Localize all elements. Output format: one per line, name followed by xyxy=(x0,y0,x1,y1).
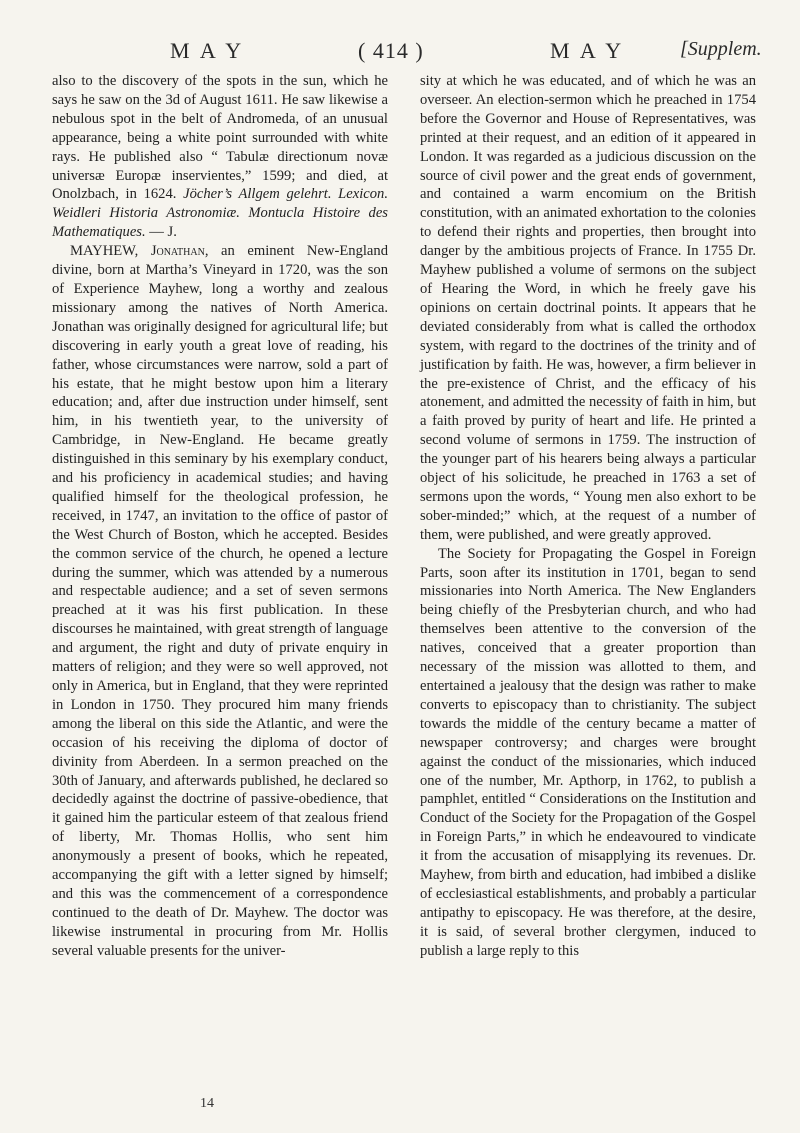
running-header xyxy=(40,38,780,68)
paragraph-text: , an eminent New-England divine, born at Martha’s Vineyard in 1720, was the son of Experience Mayhew, long a worthy and zealous missionary among the natives of North America. Jonathan was originally designed for agricultural life; but discovering in early youth a great love of reading, his father, whose circumstances were narrow, sold a part of his estate, that he might bestow upon him a literary education; and, after due instruction under himself, sent him, in his twentieth year, to the university of Cambridge, in New-England. He became greatly distinguished in this seminary by his exemplary conduct, and his proficiency in academical studies; and having qualified himself for the theological profession, he received, in 1747, an invitation to the office of pastor of the West Church of Boston, which he accepted. Besides the common service of the church, he opened a lecture during the summer, which was attended by a numerous and respectable audience; and a set of seven sermons preached at it was his first publication. In these discourses he maintained, with great strength of language and argument, the right and duty of private enquiry in matters of religion; and they were so well approved, not only in America, but in England, that they were reprinted in London in 1750. They procured him many friends among the liberal on this side the Atlantic, and were the occasion of his receiving the diploma of doctor of divinity from Aberdeen. In a sermon preached on the 30th of January, and afterwards published, he declared so decidedly against the doctrine of passive-obedience, that it gained him the particular esteem of that zealous friend of liberty, Mr. Thomas Hollis, who sent him anonymously a present of books, which he repeated, accompanying the gift with a letter signed by himself; and this was the commencement of a correspondence continued to the death of Dr. Mayhew. The doctor was likewise instrumental in procuring from Mr. Hollis several valuable presents for the univer- xyxy=(52,243,388,959)
printer-signature: 14 xyxy=(200,1096,214,1111)
paragraph-mayhew-entry xyxy=(52,242,388,960)
entry-forename: Jonathan xyxy=(150,243,205,260)
paragraph-continuation: sity at which he was educated, and of which he was an overseer. An election-sermon which he preached in 1754 before the Governor and House of Representatives, was printed at their request, and an edition of it appeared in London. It was regarded as a judicious discussion on the source of civil power and the great ends of government, and contained a warm encomium on the British constitution, with an animated exhortation to the colonies to defend their rights and properties, then brought into danger by the ambitious projects of France. In 1755 Dr. Mayhew published a volume of sermons on the subject of Hearing the Word, in which he freely gave his opinions on certain doctrinal points. It appears that he deviated considerably from what is called the orthodox system, with regard to the doctrines of the trinity and of justification by faith. He was, however, a firm believer in the pre-existence of Christ, and the efficacy of his atonement, and admitted the necessity of faith in him, but a faith proved by purity of heart and life. He printed a second volume of sermons in 1759. The instruction of the younger part of his hearers being always a particular object of his solicitude, he preached in 1763 a set of sermons upon the words, “ Young men also exhort to be sober-minded;” which, at the request of a number of them, were published, and were greatly approved. xyxy=(420,73,756,543)
header-supplement: [Supplem. xyxy=(680,38,762,60)
author-initial: — J. xyxy=(145,224,177,241)
right-column xyxy=(420,72,756,961)
entry-surname: MAYHEW, xyxy=(70,243,151,260)
paragraph-society: The Society for Propagating the Gospel in Foreign Parts, soon after its institution in 1701, began to send missionaries into North America. The New Englanders being chiefly of the Presbyterian church, and who had themselves been attentive to the conversion of the natives, conceived that a greater proportion than necessary of the mission was allotted to them, and entertained a jealousy that the design was rather to make converts to episcopacy than to christianity. The subject towards the middle of the century became a matter of newspaper controversy; and charges were brought against the conduct of the missionaries, which induced one of the number, Mr. Apthorp, in 1762, to publish a pamphlet, entitled “ Considerations on the Institution and Conduct of the Society for the Propagation of the Gospel in Foreign Parts,” in which he endeavoured to vindicate it from the accusation of misapplying its revenues. Dr. Mayhew, from birth and education, had imbibed a dislike of ecclesiastical establishments, and probably a particular antipathy to episcopacy. He was therefore, at the desire, it is said, of several brother clergymen, induced to publish a large reply to this xyxy=(420,545,756,959)
paragraph-fabricius-end xyxy=(52,72,388,242)
page-number: ( 414 ) xyxy=(358,38,424,63)
references: Jöcher’s Allgem gelehrt. Lexicon. Weidleri Historia Astronomiæ. Montucla Histoire des Mathematiques. xyxy=(52,186,388,241)
header-left-title: M A Y xyxy=(170,38,245,63)
header-right-title: M A Y xyxy=(550,38,625,63)
paragraph-text: also to the discovery of the spots in the sun, which he says he saw on the 3d of August 1611. He saw likewise a nebulous spot in the belt of Andromeda, of an unusual appearance, being a white point surrounded with white rays. He published also “ Tabulæ directionum novæ universæ Europæ inservientes,” 1599; and died, at Onolzbach, in 1624. xyxy=(52,73,388,203)
left-column xyxy=(52,72,388,961)
